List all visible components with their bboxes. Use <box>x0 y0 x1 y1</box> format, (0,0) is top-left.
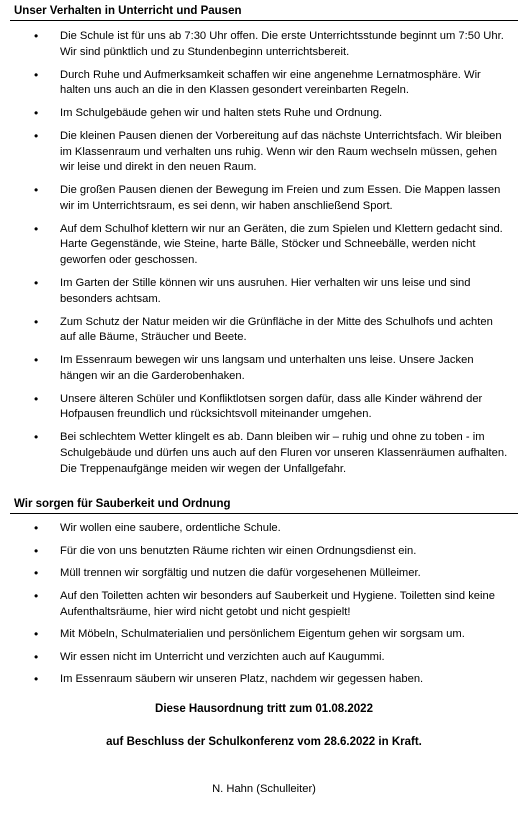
list-item: • Müll trennen wir sorgfältig und nutzen die dafür vorgesehenen Mülleimer. <box>50 566 518 582</box>
list-item: • Die Schule ist für uns ab 7:30 Uhr offen. Die erste Unterrichtsstunde beginnt um 7:50 Uhr. Wir sind pünktlich und zu Stundenbeginn unterrichtsbereit. <box>50 29 518 60</box>
list-item: • Im Garten der Stille können wir uns ausruhen. Hier verhalten wir uns leise und sind besonders achtsam. <box>50 276 518 307</box>
list-item: • Auf dem Schulhof klettern wir nur an Geräten, die zum Spielen und Klettern gedacht sind. Harte Gegenstände, wie Steine, harte Bälle, Stöcker und Schneebälle, werden nicht geworfen oder geschossen. <box>50 222 518 269</box>
list-item: • Unsere älteren Schüler und Konfliktlotsen sorgen dafür, dass alle Kinder während der Hofpausen freundlich und rücksichtsvoll miteinander umgehen. <box>50 392 518 423</box>
list-item: • Im Essenraum säubern wir unseren Platz, nachdem wir gegessen haben. <box>50 672 518 688</box>
list-item: • Durch Ruhe und Aufmerksamkeit schaffen wir eine angenehme Lernatmosphäre. Wir halten uns auch an die in den Klassen gesondert vereinbarten Regeln. <box>50 68 518 99</box>
list-item: • Die kleinen Pausen dienen der Vorbereitung auf das nächste Unterrichtsfach. Wir bleiben im Klassenraum und verhalten uns ruhig. Wenn wir den Raum wechseln müssen, gehen wir leise und direkt in den neuen Raum. <box>50 129 518 176</box>
list-item: • Zum Schutz der Natur meiden wir die Grünfläche in der Mitte des Schulhofs und achten auf alle Bäume, Sträucher und Beete. <box>50 315 518 346</box>
section-title-cleanliness: Wir sorgen für Sauberkeit und Ordnung <box>10 497 518 514</box>
list-item: • Auf den Toiletten achten wir besonders auf Sauberkeit und Hygiene. Toiletten sind keine Aufenthaltsräume, hier wird nicht getobt und nicht gespielt! <box>50 589 518 620</box>
decision-statement: auf Beschluss der Schulkonferenz vom 28.6.2022 in Kraft. <box>106 735 422 748</box>
section-title-conduct: Unser Verhalten in Unterricht und Pausen <box>10 4 518 21</box>
conduct-rules-list <box>10 29 518 477</box>
list-item: • Die großen Pausen dienen der Bewegung im Freien und zum Essen. Die Mappen lassen wir im Unterrichtsraum, es sei denn, wir haben anschließend Sport. <box>50 183 518 214</box>
signature-line: N. Hahn (Schulleiter) <box>212 782 316 795</box>
validity-statement: Diese Hausordnung tritt zum 01.08.2022 <box>155 702 373 715</box>
list-item: • Bei schlechtem Wetter klingelt es ab. Dann bleiben wir – ruhig und ohne zu toben - im Schulgebäude und dürfen uns auch auf den Fluren vor unseren Klassenräumen aufhalten. Die Treppenaufgänge meiden wir wegen der Unfallgefahr. <box>50 430 518 477</box>
cleanliness-rules-list <box>10 521 518 688</box>
list-item: • Im Essenraum bewegen wir uns langsam und unterhalten uns leise. Unsere Jacken hängen wir an die Garderobenhaken. <box>50 353 518 384</box>
list-item: • Wir essen nicht im Unterricht und verzichten auch auf Kaugummi. <box>50 650 518 666</box>
list-item: • Mit Möbeln, Schulmaterialien und persönlichem Eigentum gehen wir sorgsam um. <box>50 627 518 643</box>
list-item: • Für die von uns benutzten Räume richten wir einen Ordnungsdienst ein. <box>50 544 518 560</box>
list-item: • Wir wollen eine saubere, ordentliche Schule. <box>50 521 518 537</box>
document-page <box>0 4 524 832</box>
list-item: • Im Schulgebäude gehen wir und halten stets Ruhe und Ordnung. <box>50 106 518 122</box>
